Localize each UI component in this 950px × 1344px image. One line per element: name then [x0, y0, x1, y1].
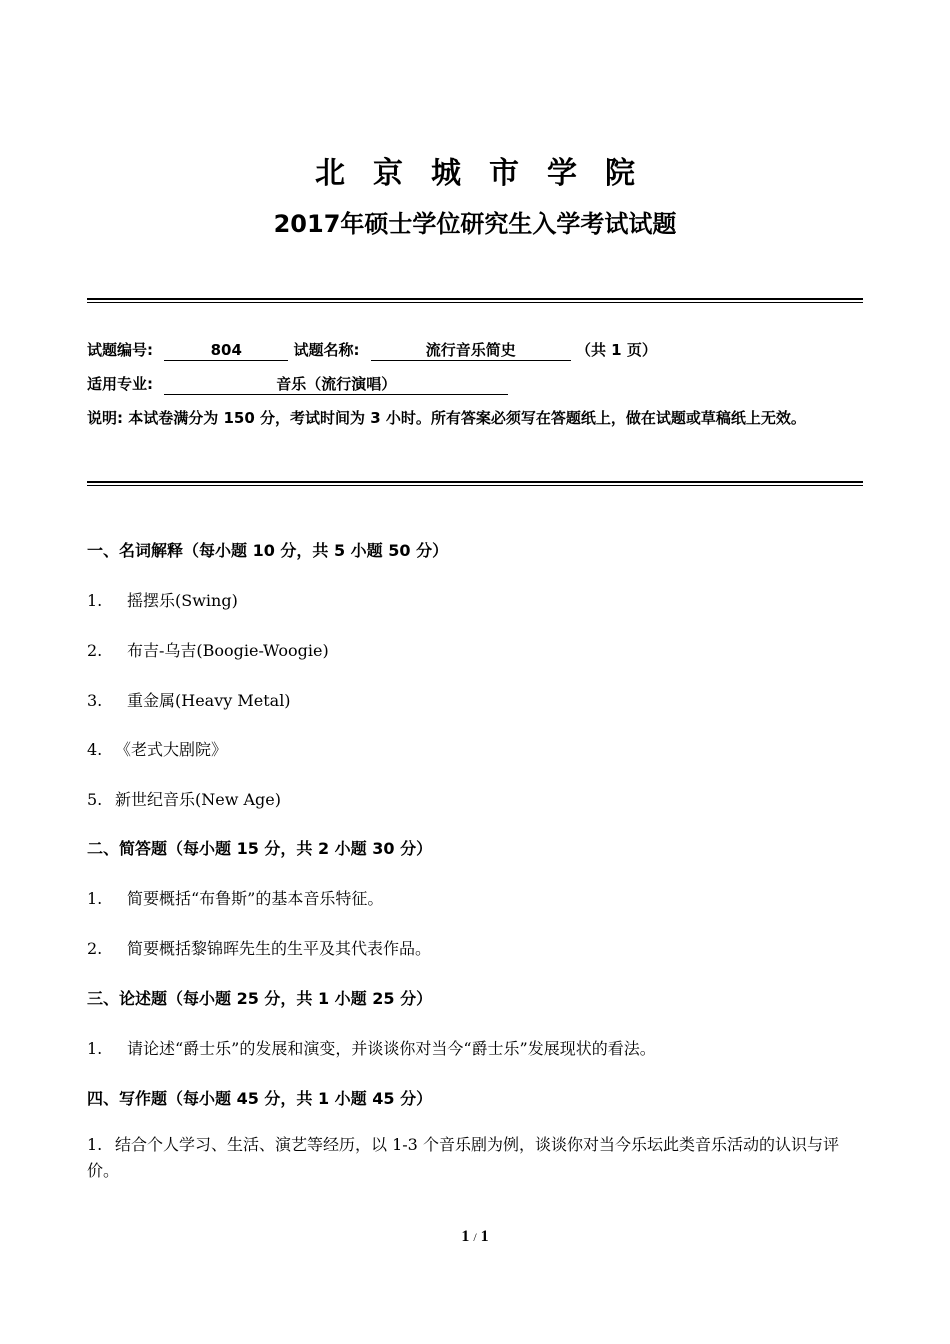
list-item: 3. 重金属(Heavy Metal) [87, 691, 291, 710]
section-heading: 一、名词解释（每小题 10 分，共 5 小题 50 分） [87, 541, 449, 560]
list-item: 1. 结合个人学习、生活、演艺等经历，以 1-3 个音乐剧为例，谈谈你对当今乐坛此类音乐活动的认识与评价。 [87, 1135, 839, 1180]
list-item: 1. 请论述“爵士乐”的发展和演变，并谈谈你对当今“爵士乐”发展现状的看法。 [87, 1039, 656, 1058]
code-value: 804 [164, 340, 288, 361]
major-value: 音乐（流行演唱） [164, 374, 508, 395]
page-number: 1 / 1 [461, 1228, 489, 1245]
section-heading: 三、论述题（每小题 25 分，共 1 小题 25 分） [87, 989, 433, 1008]
list-item: 2. 简要概括黎锦晖先生的生平及其代表作品。 [87, 939, 432, 958]
section-heading: 二、简答题（每小题 15 分，共 2 小题 30 分） [87, 839, 433, 858]
list-item: 4. 《老式大剧院》 [87, 740, 228, 759]
list-item: 1. 简要概括“布鲁斯”的基本音乐特征。 [87, 889, 384, 908]
name-value: 流行音乐简史 [371, 340, 571, 361]
list-item: 2. 布吉-乌吉(Boogie-Woogie) [87, 641, 329, 660]
school-name: 北京城市学院 [315, 156, 663, 191]
major-label: 适用专业: [87, 375, 153, 393]
bottom-double-rule [87, 481, 863, 486]
exam-note: 说明: 本试卷满分为 150 分，考试时间为 3 小时。所有答案必须写在答题纸上，做在试题或草稿纸上无效。 [87, 409, 806, 427]
exam-info-line [87, 339, 863, 361]
name-label: 试题名称: [293, 341, 360, 359]
major-line [87, 373, 863, 395]
top-double-rule [87, 298, 863, 303]
list-item: 5. 新世纪音乐(New Age) [87, 790, 282, 809]
code-label: 试题编号: [87, 341, 153, 359]
exam-title: 2017年硕士学位研究生入学考试试题 [273, 210, 677, 238]
section-heading: 四、写作题（每小题 45 分，共 1 小题 45 分） [87, 1089, 433, 1108]
page-count: （共 1 页） [575, 341, 657, 359]
list-item: 1. 摇摆乐(Swing) [87, 591, 238, 610]
